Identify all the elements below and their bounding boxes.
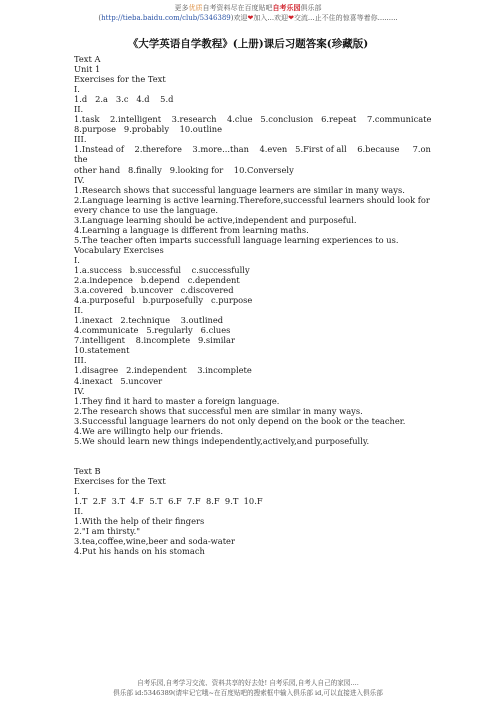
- club-name: 自考乐园: [272, 3, 301, 12]
- header-text: 交流...止不住的惊喜等着你.........: [293, 14, 398, 22]
- header-text: 俱乐部: [300, 4, 322, 12]
- answer-line: 4.communicate 5.regularly 6.clues: [74, 325, 231, 336]
- answer-line: 10.statement: [74, 345, 130, 356]
- heart-icon: ❤: [247, 14, 254, 22]
- heart-icon: ❤: [288, 14, 294, 22]
- part-label: I.: [74, 84, 80, 95]
- part-label: I.: [74, 254, 80, 265]
- part-label: III.: [74, 355, 87, 366]
- answer-line: 5.The teacher often imparts successfull language learning experiences to us.: [74, 234, 399, 245]
- answer-line: 2."I am thirsty.": [74, 526, 141, 537]
- section-heading: Text A: [74, 54, 101, 64]
- club-link[interactable]: http://tieba.baidu.com/club/5346389: [101, 14, 231, 22]
- exercise-heading: Exercises for the Text: [74, 74, 166, 85]
- answer-line: 2.Language learning is active learning.Therefore,successful learners should look for: [74, 194, 430, 205]
- answer-line: every chance to use the language.: [74, 204, 219, 215]
- answer-line: 2.The research shows that successful men are similar in many ways.: [74, 405, 363, 416]
- header-highlight: 优质: [188, 4, 203, 12]
- answer-line: 1.Research shows that successful language learners are similar in many ways.: [74, 184, 405, 195]
- answer-line: 3.Successful language learners do not only depend on the book or the teacher.: [74, 415, 406, 426]
- unit-heading: Unit 1: [74, 64, 101, 75]
- answer-line: 1.Instead of 2.therefore 3.more...than 4.even 5.First of all 6.because 7.on the: [74, 144, 434, 165]
- part-label: I.: [74, 485, 80, 496]
- exercise-heading: Vocabulary Exercises: [74, 244, 164, 255]
- answer-line: 1.a.success b.successful c.successfully: [74, 264, 250, 275]
- blank-line: [74, 456, 434, 466]
- header-line-1: [0, 3, 496, 13]
- part-label: IV.: [74, 174, 85, 185]
- answer-line: 2.a.indepence b.depend c.dependent: [74, 275, 240, 286]
- part-label: II.: [74, 104, 84, 115]
- answer-line: 3.Language learning should be active,independent and purposeful.: [74, 214, 357, 225]
- part-label: II.: [74, 506, 84, 517]
- answer-line: 1.task 2.intelligent 3.research 4.clue 5.conclusion 6.repeat 7.communicate: [74, 114, 432, 125]
- answer-line: 4.inexact 5.uncover: [74, 375, 163, 386]
- blank-line: [74, 446, 434, 456]
- header-text: 自考资料尽在百度贴吧: [202, 4, 273, 12]
- header-text: (: [98, 14, 102, 22]
- page-footer: [0, 678, 496, 698]
- footer-line-1: 自考乐园,自考学习交流、资料共享的好去处! 自考乐园,自考人自己的家园....: [137, 679, 359, 687]
- part-label: III.: [74, 134, 87, 145]
- answer-line: 4.Put his hands on his stomach: [74, 546, 205, 557]
- header-text: 更多: [174, 4, 189, 12]
- answer-line: 4.We are willingto help our friends.: [74, 425, 224, 436]
- answer-line: 1.They find it hard to master a foreign language.: [74, 395, 280, 406]
- answer-line: 1.T 2.F 3.T 4.F 5.T 6.F 7.F 8.F 9.T 10.F: [74, 495, 263, 506]
- section-heading: Text B: [74, 465, 101, 476]
- answer-line: 3.a.covered b.uncover c.discovered: [74, 285, 234, 296]
- footer-line-2: 俱乐部 id:5346389(请牢记它哦~在百度贴吧的搜索框中输入俱乐部 id,可以直接进入俱乐部: [113, 689, 383, 697]
- header-text: )欢迎: [230, 14, 248, 22]
- document-body: [74, 54, 434, 556]
- answer-line: 4.a.purposeful b.purposefully c.purpose: [74, 295, 253, 306]
- header-text: 加入...欢迎: [253, 14, 289, 22]
- answer-line: other hand 8.finally 9.looking for 10.Conversely: [74, 164, 294, 175]
- answer-line: 7.intelligent 8.incomplete 9.similar: [74, 335, 235, 346]
- document-title: 《大学英语自学教程》(上册)课后习题答案(珍藏版): [127, 38, 369, 50]
- exercise-heading: Exercises for the Text: [74, 475, 166, 486]
- part-label: IV.: [74, 385, 85, 396]
- answer-line: 5.We should learn new things independently,actively,and purposefully.: [74, 435, 370, 446]
- answer-line: 1.d 2.a 3.c 4.d 5.d: [74, 94, 174, 105]
- part-label: II.: [74, 305, 84, 316]
- header-line-2: [0, 13, 496, 23]
- answer-line: 1.disagree 2.independent 3.incomplete: [74, 365, 252, 376]
- page-header: [0, 3, 496, 23]
- answer-line: 1.inexact 2.technique 3.outlined: [74, 315, 224, 326]
- answer-line: 1.With the help of their fingers: [74, 516, 205, 527]
- answer-line: 4.Learning a language is different from learning maths.: [74, 224, 309, 235]
- answer-line: 3.tea,coffee,wine,beer and soda-water: [74, 536, 235, 547]
- answer-line: 8.purpose 9.probably 10.outline: [74, 124, 222, 135]
